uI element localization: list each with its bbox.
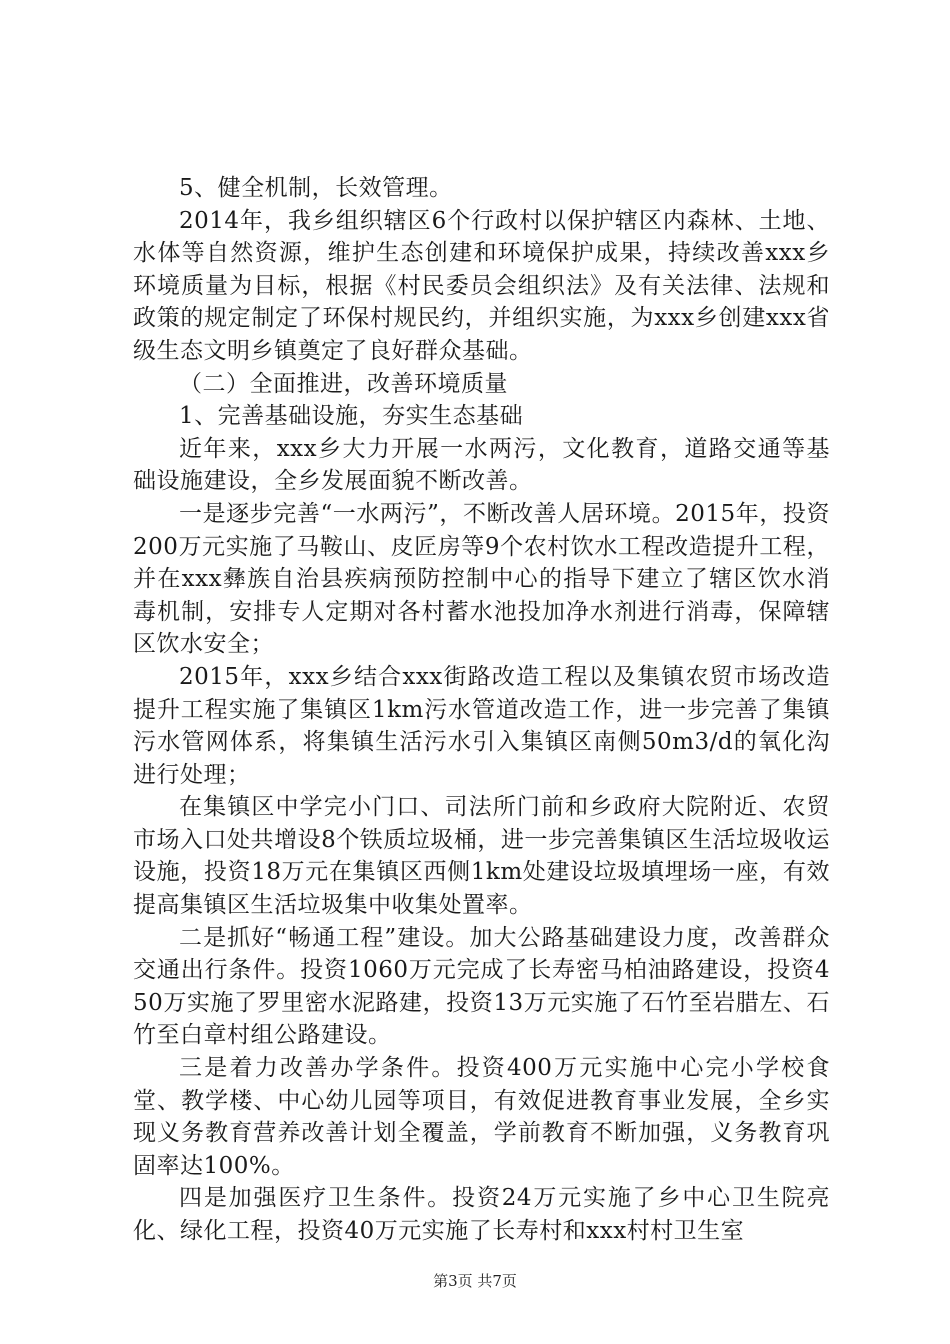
paragraph-school-conditions: 三是着力改善办学条件。投资400万元实施中心完小学校食堂、教学楼、中心幼儿园等项目，有效促进教育事业发展，全乡实现义务教育营养改善计划全覆盖，学前教育不断加强，义务教育巩固率达100%。	[133, 1055, 830, 1179]
paragraph-water-improvement: 一是逐步完善“一水两污”，不断改善人居环境。2015年，投资200万元实施了马鞍山、皮匠房等9个农村饮水工程改造提升工程，并在xxx彝族自治县疾病预防控制中心的指导下建立了辖区饮水消毒机制，安排专人定期对各村蓄水池投加净水剂进行消毒，保障辖区饮水安全；	[133, 500, 830, 658]
paragraph-medical-conditions: 四是加强医疗卫生条件。投资24万元实施了乡中心卫生院亮化、绿化工程，投资40万元实施了长寿村和xxx村村卫生室	[133, 1185, 830, 1244]
paragraph-garbage-facilities: 在集镇区中学完小门口、司法所门前和乡政府大院附近、农贸市场入口处共增设8个铁质垃圾桶，进一步完善集镇区生活垃圾收运设施，投资18万元在集镇区西侧1km处建设垃圾填埋场一座，有效提高集镇区生活垃圾集中收集处置率。	[133, 794, 830, 919]
paragraph-road-project: 二是抓好“畅通工程”建设。加大公路基础建设力度，改善群众交通出行条件。投资1060万元完成了长寿密马柏油路建设，投资450万实施了罗里密水泥路建，投资13万元实施了石竹至岩腊左、石竹至白章村组公路建设。	[133, 924, 830, 1049]
paragraph-section-heading-5: 5、健全机制，长效管理。	[179, 175, 453, 201]
paragraph-2014-village-rules: 2014年，我乡组织辖区6个行政村以保护辖区内森林、土地、水体等自然资源，维护生态创建和环境保护成果，持续改善xxx乡环境质量为目标，根据《村民委员会组织法》及有关法律、法规和政策的规定制定了环保村规民约，并组织实施，为xxx乡创建xxx省级生态文明乡镇奠定了良好群众基础。	[133, 207, 830, 364]
page-footer: 第3页 共7页	[433, 1272, 517, 1290]
paragraph-recent-years: 近年来，xxx乡大力开展一水两污，文化教育，道路交通等基础设施建设，全乡发展面貌不断改善。	[133, 435, 830, 495]
paragraph-subheading-2: （二）全面推进，改善环境质量	[179, 370, 508, 397]
paragraph-subheading-1: 1、完善基础设施，夯实生态基础	[179, 403, 524, 430]
paragraph-sewage-pipeline: 2015年，xxx乡结合xxx街路改造工程以及集镇农贸市场改造提升工程实施了集镇区1km污水管道改造工作，进一步完善了集镇污水管网体系，将集镇生活污水引入集镇区南侧50m3/d的氧化沟进行处理；	[133, 663, 830, 788]
document-body	[133, 172, 830, 1248]
